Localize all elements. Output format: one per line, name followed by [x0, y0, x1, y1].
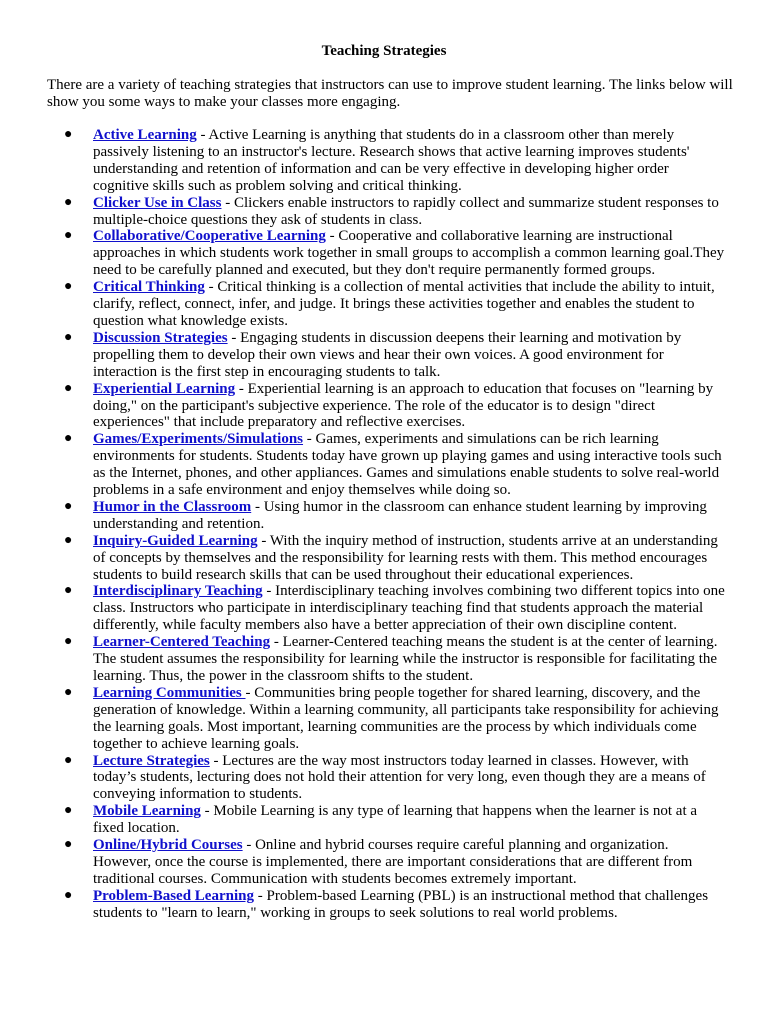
strategy-list — [0, 127, 768, 922]
link-humor-classroom[interactable]: Humor in the Classroom — [93, 498, 252, 515]
list-item — [0, 431, 768, 499]
link-interdisciplinary-teaching[interactable]: Interdisciplinary Teaching — [93, 583, 263, 600]
item-description: - Learner-Centered teaching means the student is at the center of learning. The student assumes the responsibility for learning while the instructor is responsible for facilitating the learning. Thus, the power in the classroom shifts to the student. — [93, 634, 718, 684]
link-lecture-strategies[interactable]: Lecture Strategies — [93, 752, 210, 769]
link-inquiry-guided-learning[interactable]: Inquiry-Guided Learning — [93, 532, 258, 549]
list-item — [0, 803, 768, 837]
link-mobile-learning[interactable]: Mobile Learning — [93, 803, 201, 820]
item-description: - Communities bring people together for shared learning, discovery, and the generation of knowledge. Within a learning community, all participants take responsibility for achieving the learning goals. Most important, learning communities are the process by which individuals come together to achieve learning goals. — [93, 684, 719, 752]
item-description: - Engaging students in discussion deepens their learning and motivation by propelling them to develop their own views and hear their own voices. A good environment for interaction is the first step in encouraging students to talk. — [93, 329, 682, 380]
bullet-icon: ● — [64, 684, 73, 700]
item-description: - Lectures are the way most instructors today learned in classes. However, with today’s students, lecturing does not hold their attention for very long, even though they are a means of conveying information to students. — [93, 752, 706, 803]
item-description: - With the inquiry method of instruction, students arrive at an understanding of concepts by themselves and the responsibility for learning rests with them. This method encourages students to build research skills that can be used throughout their educational experiences. — [93, 532, 718, 583]
bullet-icon: ● — [64, 329, 73, 345]
list-item — [0, 279, 768, 330]
bullet-icon: ● — [64, 532, 73, 548]
bullet-icon: ● — [64, 837, 73, 853]
item-description: - Critical thinking is a collection of mental activities that include the ability to intuit, clarify, reflect, connect, infer, and judge. It brings these activities together and enables the student to question what knowledge exists. — [93, 279, 715, 329]
link-games-simulations[interactable]: Games/Experiments/Simulations — [93, 431, 304, 448]
list-item — [0, 381, 768, 432]
item-description: - Experiential learning is an approach to education that focuses on "learning by doing," on the participant's subjective experience. The role of the educator is to design "direct experiences" that include preparatory and reflective exercises. — [93, 380, 714, 431]
list-item — [0, 330, 768, 381]
bullet-icon: ● — [64, 583, 73, 599]
item-description: - Games, experiments and simulations can be rich learning environments for students. Students today have grown up playing games and using interactive tools such as the Internet, phones, and other appliances. Games and simulations enable students to solve real-world problems in a safe environment and enjoy themselves while doing so. — [93, 431, 722, 499]
bullet-icon: ● — [64, 752, 73, 768]
bullet-icon: ● — [64, 634, 73, 650]
item-description: - Online and hybrid courses require careful planning and organization. However, once the course is implemented, there are important considerations that are different from traditional courses. Communication with students becomes extremely important. — [93, 837, 693, 887]
link-experiential-learning[interactable]: Experiential Learning — [93, 380, 236, 397]
item-description: - Using humor in the classroom can enhance student learning by improving understanding and retention. — [93, 498, 707, 532]
link-active-learning[interactable]: Active Learning — [93, 127, 197, 143]
intro-paragraph: There are a variety of teaching strategies that instructors can use to improve student learning. The links below will show you some ways to make your classes more engaging. — [47, 77, 733, 110]
bullet-icon: ● — [64, 279, 73, 295]
page-title: Teaching Strategies — [321, 43, 447, 59]
list-item — [0, 583, 768, 634]
link-collaborative-learning[interactable]: Collaborative/Cooperative Learning — [93, 228, 326, 245]
item-description: - Problem-based Learning (PBL) is an instructional method that challenges students to "learn to learn," working in groups to seek solutions to real world problems. — [93, 887, 709, 921]
list-item — [0, 837, 768, 888]
link-critical-thinking[interactable]: Critical Thinking — [93, 279, 205, 296]
bullet-icon: ● — [64, 380, 73, 396]
list-item — [0, 533, 768, 584]
list-item — [0, 499, 768, 533]
list-item — [0, 228, 768, 279]
link-online-hybrid-courses[interactable]: Online/Hybrid Courses — [93, 837, 243, 854]
item-description: - Interdisciplinary teaching involves combining two different topics into one class. Instructors who participate in interdisciplinary teaching find that students approach the material differently, while faculty members also have a better appreciation of their own discipline content. — [93, 583, 725, 634]
list-item — [0, 127, 768, 195]
item-description: - Mobile Learning is any type of learning that happens when the learner is not at a fixed location. — [93, 803, 698, 837]
link-learner-centered-teaching[interactable]: Learner-Centered Teaching — [93, 634, 271, 651]
bullet-icon: ● — [64, 127, 73, 142]
link-discussion-strategies[interactable]: Discussion Strategies — [93, 329, 228, 346]
bullet-icon: ● — [64, 498, 73, 514]
list-item — [0, 753, 768, 804]
link-learning-communities[interactable]: Learning Communities — [93, 684, 246, 701]
bullet-icon: ● — [64, 431, 73, 447]
list-item — [0, 888, 768, 922]
link-clicker-use[interactable]: Clicker Use in Class — [93, 194, 222, 211]
list-item — [0, 685, 768, 753]
bullet-icon: ● — [64, 803, 73, 819]
bullet-icon: ● — [64, 887, 73, 903]
list-item — [0, 634, 768, 685]
item-description: - Clickers enable instructors to rapidly collect and summarize student responses to multiple-choice questions they ask of students in class. — [93, 194, 719, 228]
list-item — [0, 195, 768, 229]
item-description: - Active Learning is anything that students do in a classroom other than merely passively listening to an instructor's lecture. Research shows that active learning improves students' understanding and retention of information and can be very effective in developing higher order cognitive skills such as problem solving and critical thinking. — [93, 127, 690, 194]
link-problem-based-learning[interactable]: Problem-Based Learning — [93, 887, 254, 904]
bullet-icon: ● — [64, 228, 73, 244]
bullet-icon: ● — [64, 194, 73, 210]
item-description: - Cooperative and collaborative learning are instructional approaches in which students work together in small groups to accomplish a common learning goal.They need to be carefully planned and executed, but they don't require permanently formed groups. — [93, 228, 725, 279]
